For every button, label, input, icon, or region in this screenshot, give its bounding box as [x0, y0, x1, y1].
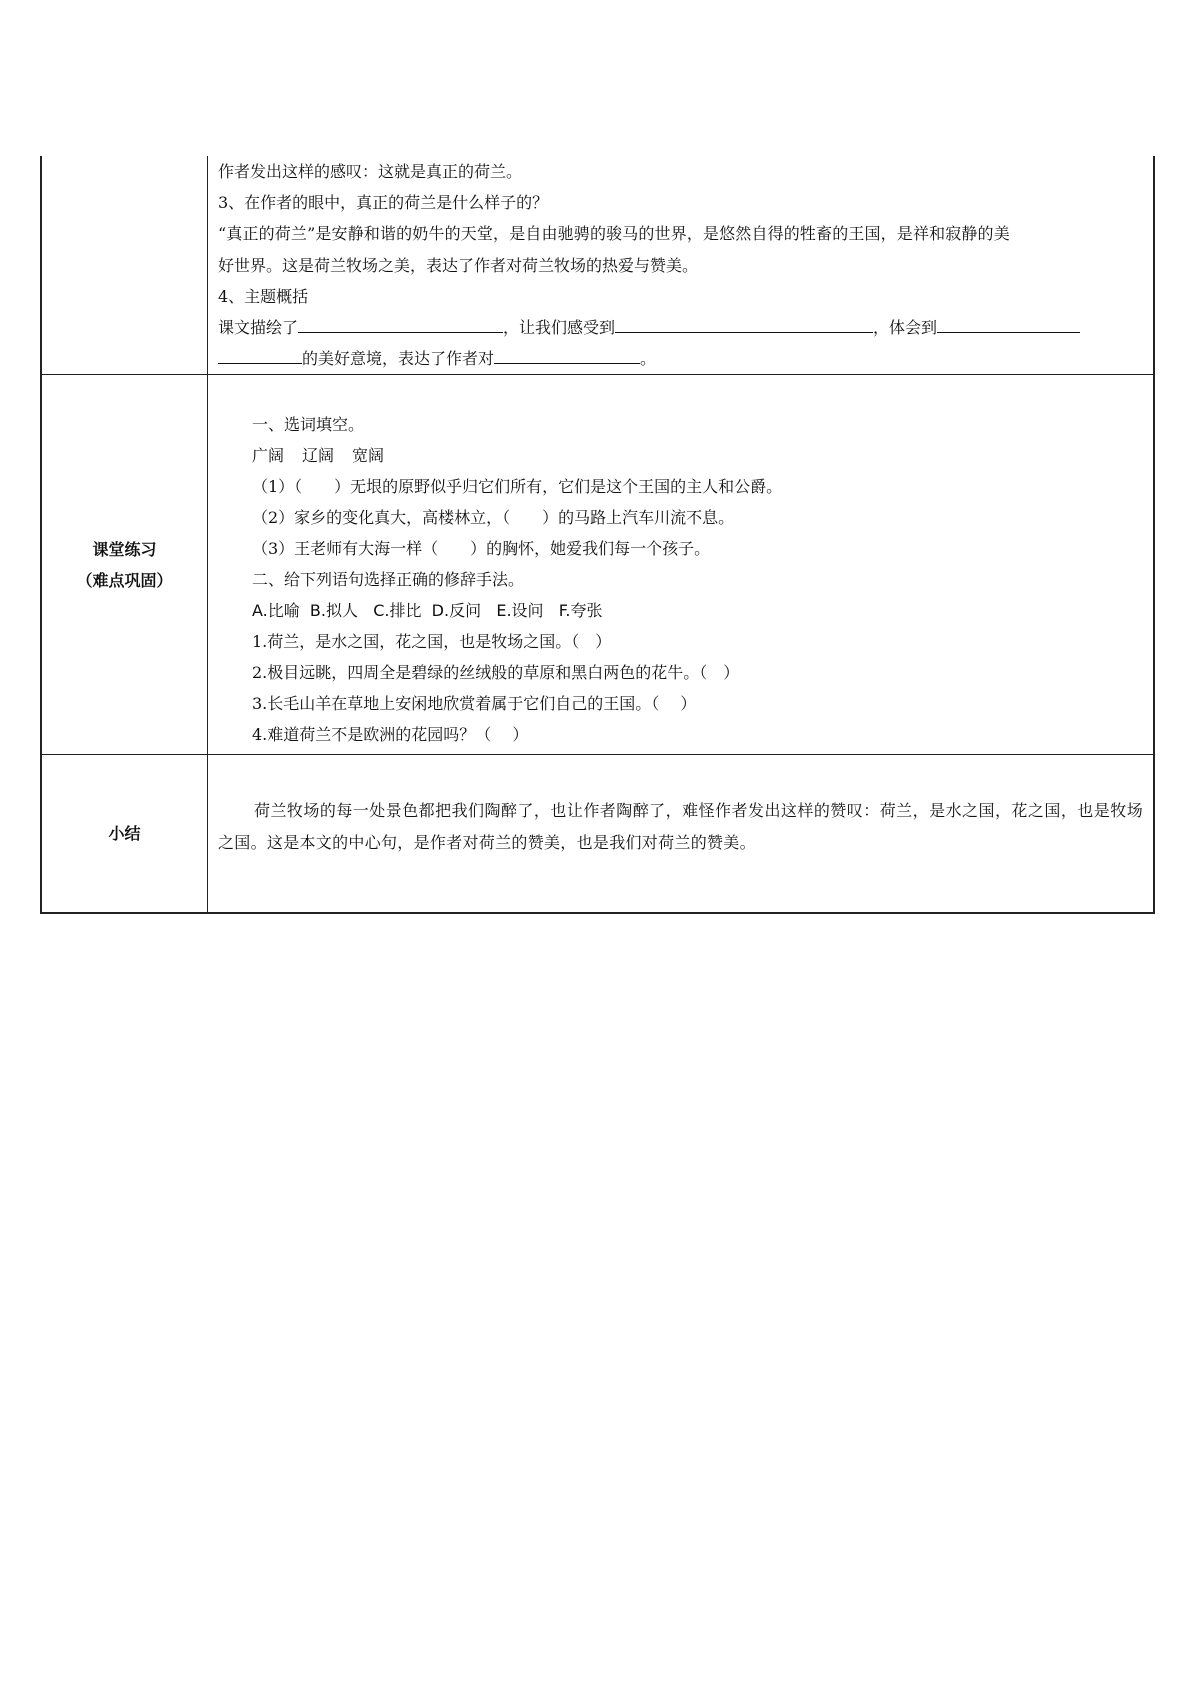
practice-label: 课堂练习 — [92, 539, 157, 559]
rhetoric-options: A.比喻 B.拟人 C.排比 D.反问 E.设问 F.夸张 — [252, 601, 603, 621]
theme-fill-line2 — [218, 343, 1143, 374]
analysis-content-cell — [208, 156, 1155, 375]
section2-item: 3.长毛山羊在草地上安闲地欣赏着属于它们自己的王国。（ ） — [252, 694, 697, 714]
blank-2[interactable] — [615, 312, 873, 333]
analysis-answer-line2: 好世界。这是荷兰牧场之美，表达了作者对荷兰牧场的热爱与赞美。 — [218, 255, 699, 275]
practice-content-cell — [208, 375, 1155, 755]
fill-part1: 课文描绘了 — [218, 318, 299, 338]
blank-3-continued[interactable] — [218, 343, 302, 364]
practice-sublabel: （难点巩固） — [76, 570, 173, 590]
fill-part5: 。 — [640, 349, 657, 369]
analysis-question: 3、在作者的眼中，真正的荷兰是什么样子的？ — [218, 193, 549, 213]
word-choice-2: 辽阔 — [302, 446, 335, 466]
summary-label-cell — [41, 755, 208, 913]
blank-1[interactable] — [298, 312, 503, 333]
analysis-answer-line1: “真正的荷兰”是安静和谐的奶牛的天堂，是自由驰骋的骏马的世界，是悠然自得的牲畜的王国，是祥和寂静的美 — [218, 224, 1010, 244]
summary-content-cell — [208, 755, 1155, 913]
analysis-line: 作者发出这样的感叹：这就是真正的荷兰。 — [218, 162, 523, 181]
analysis-label-cell — [41, 156, 208, 375]
section2-item: 4.难道荷兰不是欧洲的花园吗？（ ） — [252, 725, 529, 745]
summary-label: 小结 — [108, 824, 141, 844]
practice-row — [41, 375, 1154, 755]
theme-heading: 4、主题概括 — [218, 286, 309, 306]
summary-text: 荷兰牧场的每一处景色都把我们陶醉了，也让作者陶醉了，难怪作者发出这样的赞叹：荷兰，是水之国，花之国，也是牧场之国。这是本文的中心句，是作者对荷兰的赞美，也是我们对荷兰的赞美。 — [218, 801, 1143, 853]
section1-item: （3）王老师有大海一样（ ）的胸怀，她爱我们每一个孩子。 — [252, 539, 711, 559]
lesson-table — [40, 156, 1155, 914]
summary-row — [41, 755, 1154, 913]
fill-part4: 的美好意境，表达了作者对 — [302, 349, 495, 369]
word-choice-1: 广阔 — [252, 446, 285, 466]
section2-item: 2.极目远眺，四周全是碧绿的丝绒般的草原和黑白两色的花牛。（ ） — [252, 663, 740, 683]
analysis-row — [41, 156, 1154, 375]
word-choices — [252, 440, 1143, 471]
word-choice-3: 宽阔 — [352, 446, 385, 466]
blank-4[interactable] — [494, 343, 640, 364]
blank-3[interactable] — [937, 312, 1080, 333]
section2-item: 1.荷兰，是水之国，花之国，也是牧场之国。（ ） — [252, 632, 612, 652]
theme-fill-line1 — [218, 312, 1143, 343]
fill-part2: ，让我们感受到 — [503, 318, 616, 338]
section1-item: （1）（ ）无垠的原野似乎归它们所有，它们是这个王国的主人和公爵。 — [252, 477, 783, 497]
fill-part3: ，体会到 — [873, 318, 938, 338]
practice-label-cell — [41, 375, 208, 755]
section1-item: （2）家乡的变化真大，高楼林立，（ ）的马路上汽车川流不息。 — [252, 508, 735, 528]
section2-title: 二、给下列语句选择正确的修辞手法。 — [252, 570, 525, 590]
section1-title: 一、选词填空。 — [252, 415, 365, 435]
